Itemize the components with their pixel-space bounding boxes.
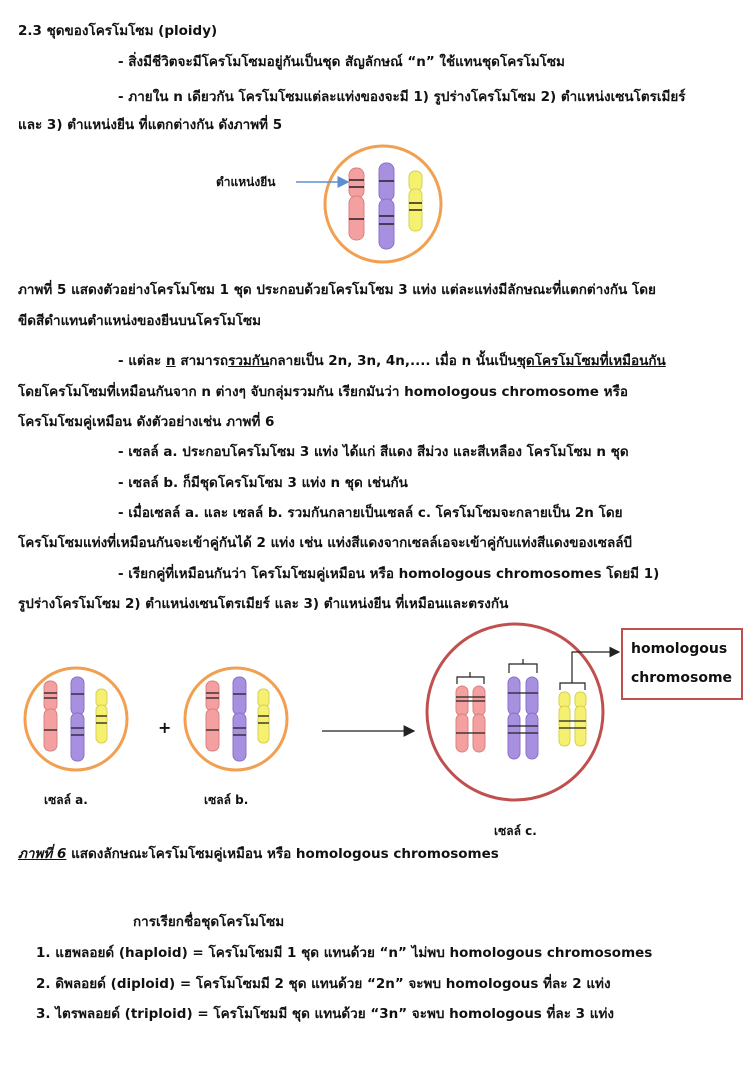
figure5-caption-line2: ขีดสีดำแทนตำแหน่งของยีนบนโครโมโซม: [18, 313, 262, 329]
bullet-cell-a: - เซลล์ a. ประกอบโครโมโซม 3 แท่ง ได้แก่ สีแดง สีม่วง และสีเหลือง โครโมโซม n ชุด: [118, 444, 629, 460]
bullet-combine-b: โครโมโซมแท่งที่เหมือนกันจะเข้าคู่กันได้ 2 แท่ง เช่น แท่งสีแดงจากเซลล์เอจะเข้าคู่กับแท่งสีแดงของเซลล์บี: [18, 535, 633, 551]
yellow-chromosome: [409, 171, 422, 231]
para2-line2: โดยโครโมโซมที่เหมือนกันจาก n ต่างๆ จับกลุ่มรวมกัน เรียกมันว่า homologous chromosome หรือ: [18, 384, 628, 400]
cell-c: [427, 624, 619, 800]
para2-line1: - แต่ละ n สามารถรวมกันกลายเป็น 2n, 3n, 4n,.... เมื่อ n นั้นเป็นชุดโครโมโซมที่เหมือนกัน: [118, 353, 666, 369]
figure5-cell: [296, 146, 441, 262]
naming-item-haploid: 1. แฮพลอยด์ (haploid) = โครโมโซมมี 1 ชุด แทนด้วย “n” ไม่พบ homologous chromosomes: [36, 945, 653, 961]
callout-line2: chromosome: [631, 670, 733, 686]
plus-sign: +: [158, 718, 172, 737]
intro-line-2a: - ภายใน n เดียวกัน โครโมโซมแต่ละแท่งของจะมี 1) รูปร่างโครโมโซม 2) ตำแหน่งเซนโตรเมียร์: [118, 89, 686, 105]
purple-chromosome: [379, 163, 394, 249]
bullet-cell-b: - เซลล์ b. ก็มีชุดโครโมโซม 3 แท่ง n ชุด เช่นกัน: [118, 475, 408, 491]
figure6-caption: ภาพที่ 6 แสดงลักษณะโครโมโซมคู่เหมือน หรือ homologous chromosomes: [18, 846, 499, 862]
section-heading: 2.3 ชุดของโครโมโซม (ploidy): [18, 23, 218, 39]
red-chromosome: [349, 168, 364, 240]
bullet-combine-a: - เมื่อเซลล์ a. และ เซลล์ b. รวมกันกลายเป็นเซลล์ c. โครโมโซมจะกลายเป็น 2n โดย: [118, 505, 623, 521]
para2-line3: โครโมโซมคู่เหมือน ดังตัวอย่างเช่น ภาพที่ 6: [18, 414, 275, 430]
homologous-callout-box: [621, 628, 743, 700]
cell-a: [25, 668, 127, 770]
cell-b-label: เซลล์ b.: [204, 793, 249, 807]
cell-a-label: เซลล์ a.: [44, 793, 88, 807]
figure5-caption-line1: ภาพที่ 5 แสดงตัวอย่างโครโมโซม 1 ชุด ประกอบด้วยโครโมโซม 3 แท่ง แต่ละแท่งมีลักษณะที่แตกต่างกัน โดย: [18, 282, 656, 298]
intro-line-1: - สิ่งมีชีวิตจะมีโครโมโซมอยู่กันเป็นชุด สัญลักษณ์ “n” ใช้แทนชุดโครโมโซม: [118, 54, 565, 70]
naming-title: การเรียกชื่อชุดโครโมโซม: [133, 914, 285, 930]
callout-line1: homologous: [631, 641, 728, 657]
naming-item-triploid: 3. ไตรพลอยด์ (triploid) = โครโมโซมมี ชุด แทนด้วย “3n” จะพบ homologous ที่ละ 3 แท่ง: [36, 1006, 614, 1022]
gene-locus-label: ตำแหน่งยีน: [216, 175, 276, 189]
naming-item-diploid: 2. ดิพลอยด์ (diploid) = โครโมโซมมี 2 ชุด แทนด้วย “2n” จะพบ homologous ที่ละ 2 แท่ง: [36, 976, 611, 992]
cell-b: [185, 668, 287, 770]
intro-line-2b: และ 3) ตำแหน่งยีน ที่แตกต่างกัน ดังภาพที่ 5: [18, 117, 283, 133]
cell-c-label: เซลล์ c.: [494, 824, 537, 838]
bullet-homologous-a: - เรียกคู่ที่เหมือนกันว่า โครโมโซมคู่เหมือน หรือ homologous chromosomes โดยมี 1): [118, 566, 660, 582]
bullet-homologous-b: รูปร่างโครโมโซม 2) ตำแหน่งเซนโตรเมียร์ และ 3) ตำแหน่งยีน ที่เหมือนและตรงกัน: [18, 596, 509, 612]
